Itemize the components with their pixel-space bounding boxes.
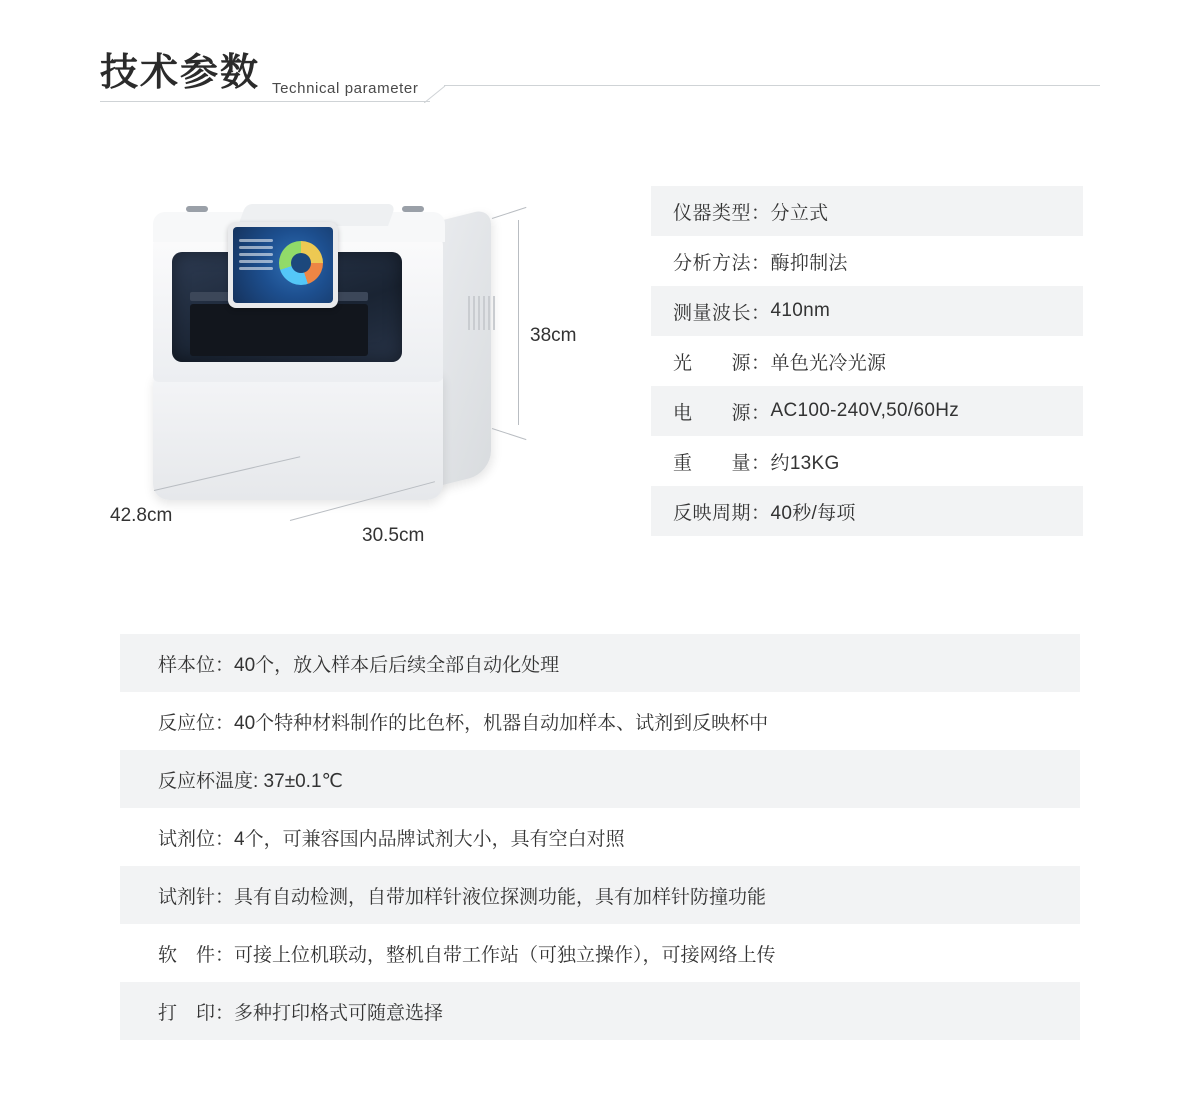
feature-row: 软 件：可接上位机联动，整机自带工作站（可独立操作），可接网络上传: [158, 944, 776, 966]
spec-value: 分立式: [770, 202, 829, 224]
feature-row: 打 印：多种打印格式可随意选择: [120, 982, 1080, 1040]
device-side-panel: [435, 208, 491, 487]
spec-value: 约13KG: [770, 452, 840, 474]
page-header: [0, 0, 1200, 118]
dimension-height-label: 38cm: [530, 325, 577, 346]
device-internal-chamber: [190, 304, 368, 356]
spec-row: [651, 436, 1083, 486]
spec-label: 反映周期：: [673, 502, 771, 524]
specifications-table: [651, 186, 1083, 536]
feature-row: 样本位：40个，放入样本后后续全部自动化处理: [120, 634, 1080, 692]
features-table: [120, 634, 1080, 1040]
spec-row: [651, 186, 1083, 236]
dimension-width-label: 42.8cm: [110, 505, 173, 526]
analyzer-device-image: [150, 190, 495, 510]
spec-row: [651, 286, 1083, 336]
spec-value: 酶抑制法: [770, 252, 848, 274]
screen-text-lines: [239, 239, 273, 283]
feature-row: 反应位：40个特种材料制作的比色杯，机器自动加样本、试剂到反映杯中: [158, 712, 769, 734]
screen-chart-icon: [279, 241, 323, 285]
spec-label: 分析方法：: [673, 252, 771, 274]
spec-label: 测量波长：: [673, 302, 771, 324]
spec-value: 单色光冷光源: [770, 352, 887, 374]
spec-label: 电 源：: [673, 402, 771, 424]
spec-row: [651, 386, 1083, 436]
spec-row: [651, 486, 1083, 536]
device-vents: [468, 296, 498, 332]
dimension-depth-label: 30.5cm: [362, 525, 425, 546]
spec-label: 仪器类型：: [673, 202, 771, 224]
device-touchscreen: [228, 222, 338, 308]
dimension-line-height: [518, 220, 519, 425]
feature-row: 试剂位：4个，可兼容国内品牌试剂大小，具有空白对照: [158, 828, 625, 850]
spec-label: 光 源：: [673, 352, 771, 374]
page-subtitle: Technical parameter: [272, 80, 419, 97]
spec-row: [651, 336, 1083, 386]
dimension-guide-top: [492, 207, 527, 219]
device-handle-left: [186, 206, 208, 212]
feature-row: 试剂针：具有自动检测，自带加样针液位探测功能，具有加样针防撞功能: [120, 866, 1080, 924]
header-divider-kink: [424, 86, 446, 103]
page-title: 技术参数: [100, 52, 261, 94]
spec-value: 40秒/每项: [770, 502, 856, 524]
header-divider-left: [100, 101, 430, 102]
spec-label: 重 量：: [673, 452, 771, 474]
feature-row: 反应杯温度: 37±0.1℃: [120, 750, 1080, 808]
product-illustration: [100, 160, 620, 560]
spec-value: 410nm: [770, 300, 831, 321]
spec-value: AC100-240V,50/60Hz: [770, 400, 960, 421]
dimension-guide-bottom: [492, 428, 527, 440]
spec-row: [651, 236, 1083, 286]
device-handle-right: [402, 206, 424, 212]
device-screen-content: [233, 227, 333, 303]
header-divider-right: [444, 85, 1100, 86]
